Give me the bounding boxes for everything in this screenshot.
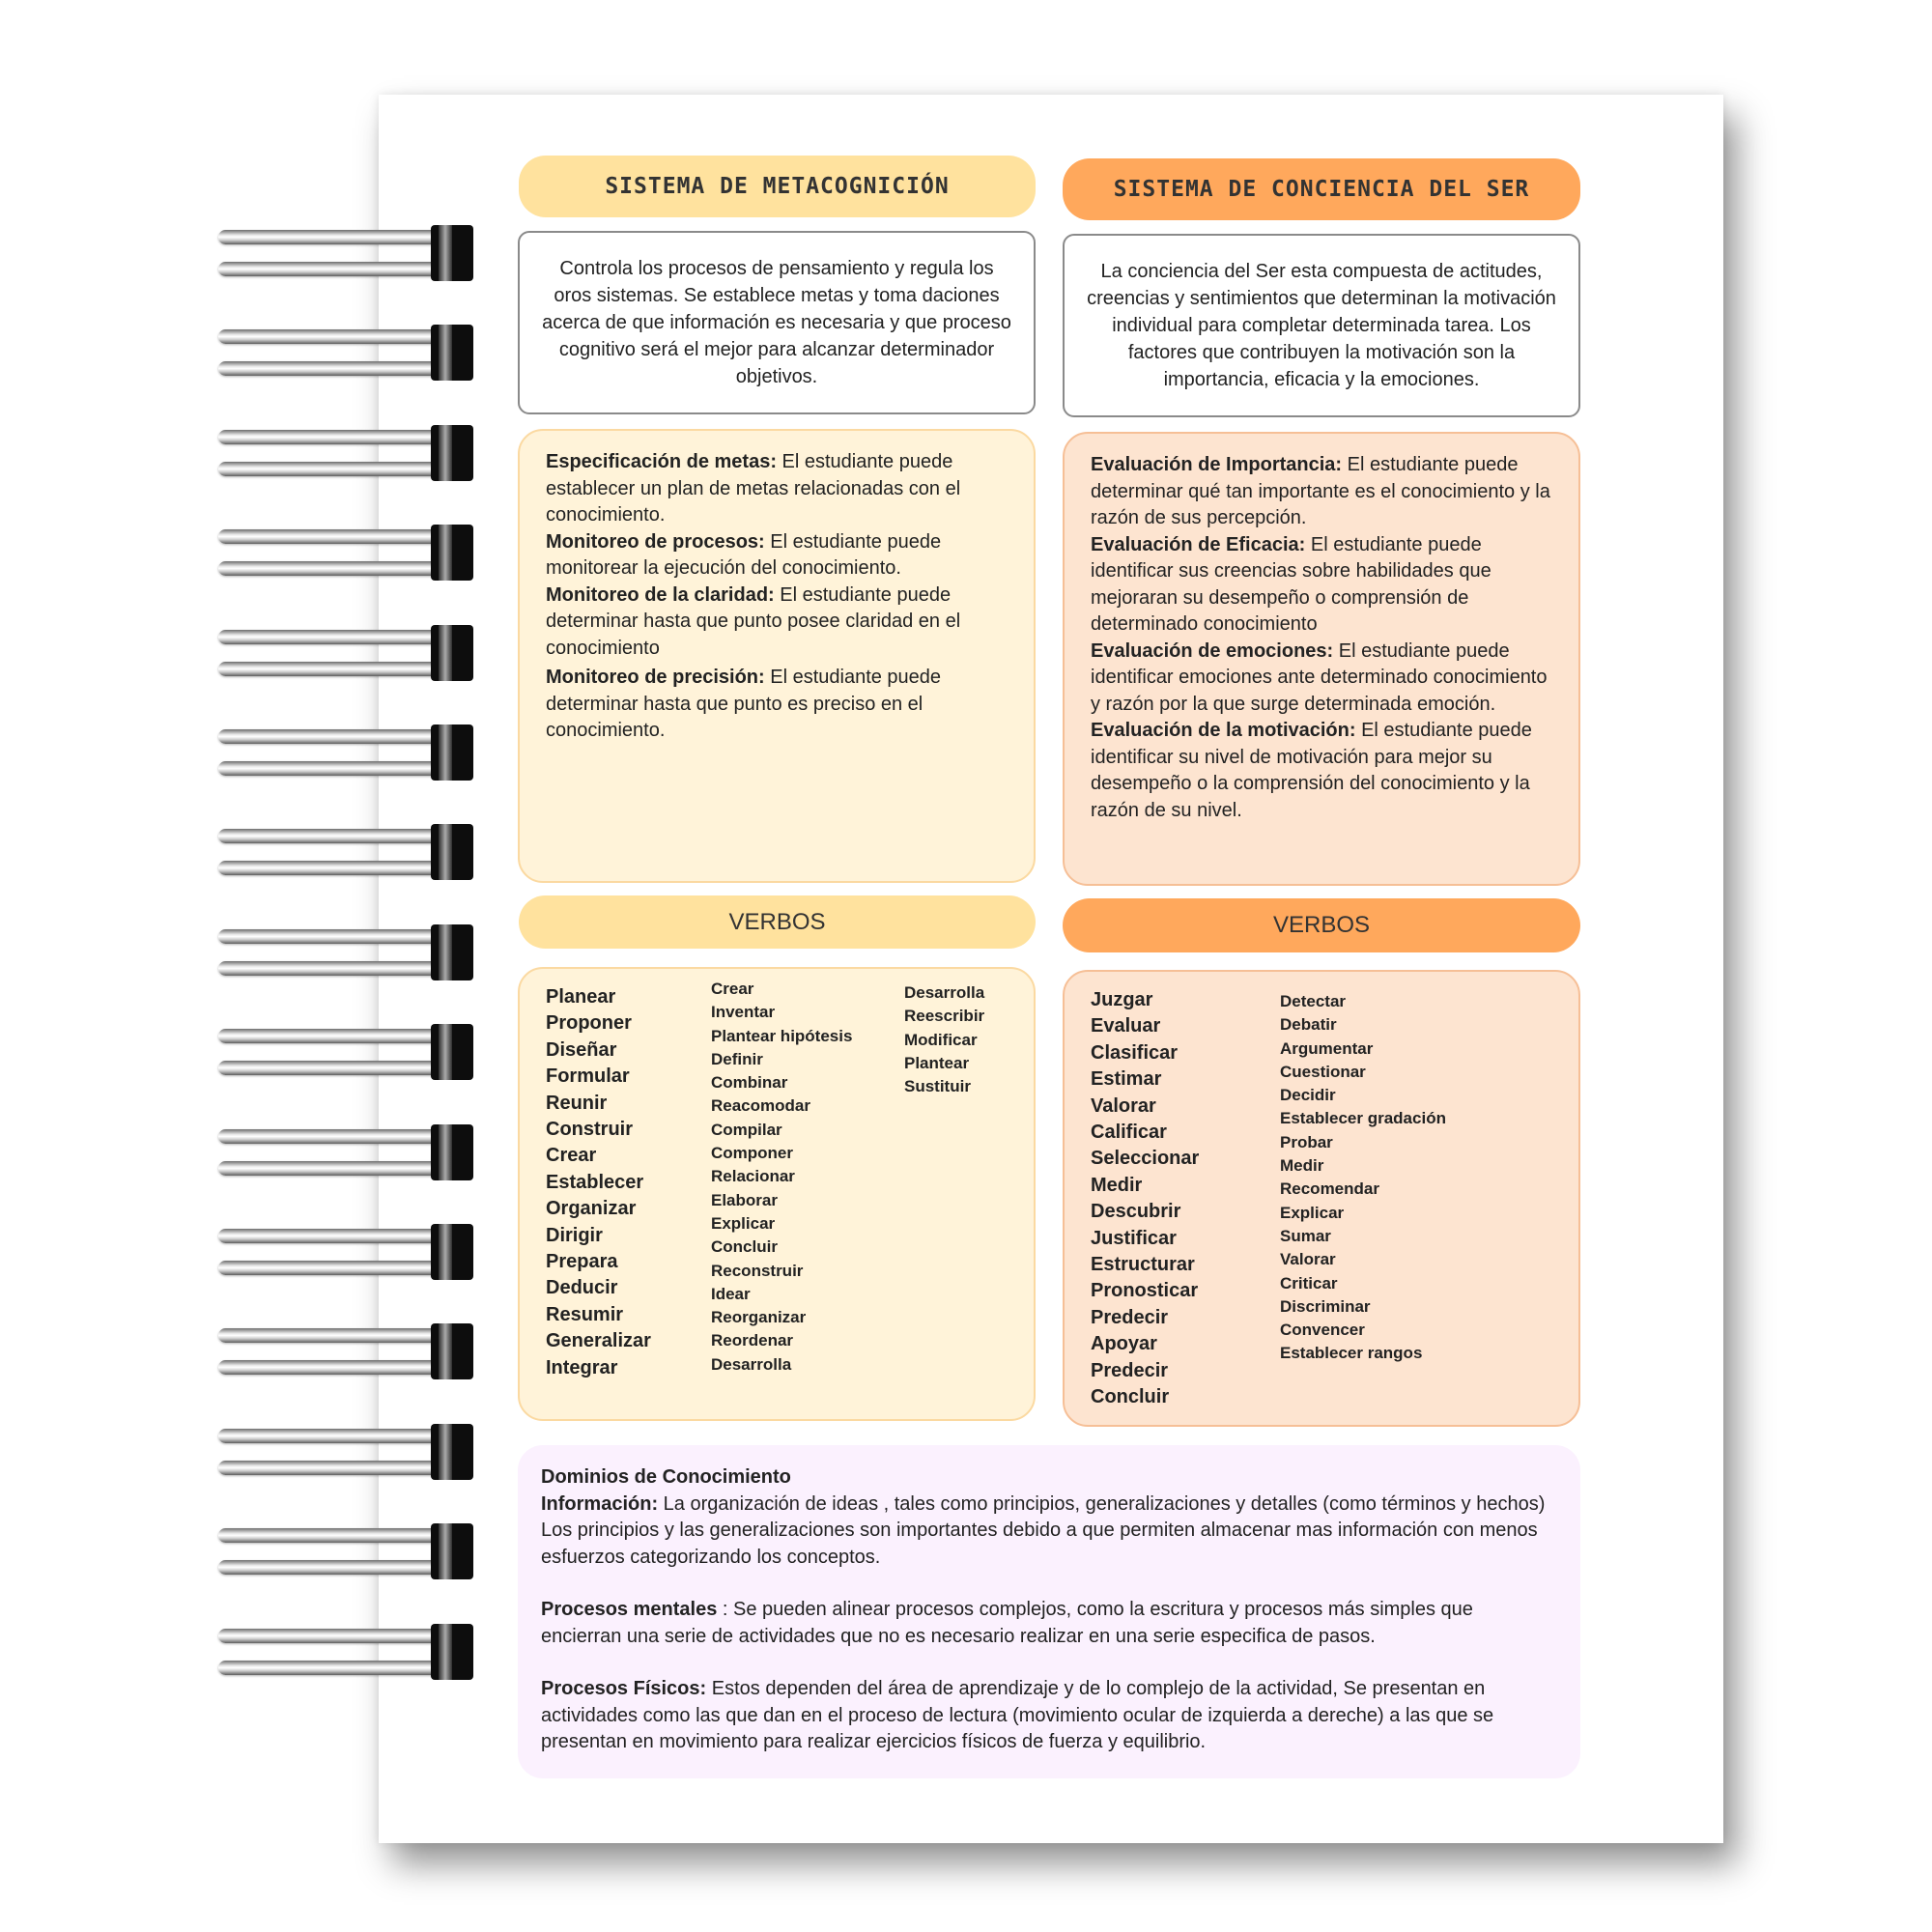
verb-item: Definir (711, 1049, 763, 1068)
self-system-description: La conciencia del Ser esta compuesta de actitudes, creencias y sentimientos que determinan la motivación individual para completar determinada tarea. Los factores que contribuyen la motivación son la importancia, eficacia y la emociones. (1063, 234, 1580, 417)
verb-item: Medir (1091, 1174, 1143, 1196)
verb-item: Estructurar (1091, 1254, 1195, 1276)
verb-item: Valorar (1280, 1250, 1336, 1269)
verb-item: Modificar (904, 1030, 978, 1049)
knowledge-domains-panel (518, 1445, 1580, 1778)
verb-item: Proponer (546, 1012, 632, 1035)
verb-item: Debatir (1280, 1015, 1337, 1035)
detail-item: Monitoreo de precisión: El estudiante puede determinar hasta que punto es preciso en el conocimiento. (546, 667, 942, 741)
metacognition-details-panel (518, 429, 1036, 883)
verb-item: Apoyar (1091, 1333, 1157, 1355)
verb-item: Discriminar (1280, 1296, 1371, 1316)
self-system-title: SISTEMA DE CONCIENCIA DEL SER (1063, 158, 1580, 220)
verb-item: Argumentar (1280, 1038, 1374, 1058)
verb-item: Predecir (1091, 1359, 1169, 1381)
verb-item: Predecir (1091, 1306, 1169, 1328)
verb-item: Descubrir (1091, 1201, 1181, 1223)
verb-item: Idear (711, 1284, 751, 1303)
domain-mental-processes: Procesos mentales : Se pueden alinear procesos complejos, como la escritura y procesos más simples que encierran una serie de actividades que no es necesario realizar en una serie especifica de pasos. (541, 1599, 1473, 1647)
verb-item: Decidir (1280, 1086, 1336, 1105)
verb-item: Deducir (546, 1277, 618, 1299)
verb-item: Detectar (1280, 992, 1347, 1010)
verb-item: Establecer (546, 1171, 644, 1193)
verb-item: Evaluar (1091, 1015, 1161, 1037)
verb-item: Crear (711, 980, 754, 998)
verb-item: Plantear (904, 1053, 970, 1072)
metacognition-verbs-panel (518, 967, 1036, 1421)
spiral-ring (218, 1124, 474, 1180)
verb-item: Diseñar (546, 1038, 617, 1061)
verb-item: Calificar (1091, 1122, 1167, 1144)
verb-item: Explicar (711, 1213, 776, 1233)
detail-item: Evaluación de Eficacia: El estudiante puede identificar sus creencias sobre habilidades que mejoraran su desempeño o comprensión de determinado conocimiento (1091, 533, 1492, 635)
spiral-ring (218, 425, 474, 481)
spiral-ring (218, 325, 474, 381)
detail-item: Monitoreo de procesos: El estudiante puede monitorear la ejecución del conocimiento. (546, 530, 942, 579)
verb-item: Cuestionar (1280, 1062, 1366, 1081)
verb-item: Recomendar (1280, 1179, 1379, 1199)
verb-item: Reordenar (711, 1331, 794, 1350)
self-system-verbs-panel (1063, 970, 1580, 1427)
spiral-ring (218, 525, 474, 581)
verb-item: Desarrolla (711, 1354, 792, 1374)
spiral-ring (218, 1323, 474, 1379)
spiral-ring (218, 225, 474, 281)
spiral-ring (218, 1523, 474, 1579)
verb-item: Probar (1280, 1132, 1333, 1151)
verb-item: Combinar (711, 1073, 788, 1093)
domain-information: Información: La organización de ideas , tales como principios, generalizaciones y detalles (como términos y hechos) Los principios y las generalizaciones son importantes debido a que permiten almacenar mas información con menos esfuerzos categorizando los conceptos. (541, 1492, 1546, 1568)
verb-item: Inventar (711, 1003, 776, 1022)
verb-item: Crear (546, 1145, 597, 1167)
verb-item: Sustituir (904, 1077, 971, 1096)
domain-physical-processes: Procesos Físicos: Estos dependen del área de aprendizaje y de lo complejo de la actividad, Se presentan en actividades como las que dan en el proceso de lectura (movimiento ocular de izquierda a dereche) a las que se presentan en movimiento para realizar ejercicios físicos de fuerza y equilibrio. (541, 1678, 1494, 1752)
detail-item: Evaluación de la motivación: El estudiante puede identificar su nivel de motivación para mejor su desempeño o la comprensión del conocimiento y la razón de su nivel. (1091, 720, 1532, 821)
verb-item: Resumir (546, 1303, 624, 1325)
verb-item: Establecer rangos (1280, 1344, 1423, 1363)
spiral-ring (218, 924, 474, 980)
verbs-column-1 (546, 984, 651, 1381)
verb-item: Clasificar (1091, 1041, 1179, 1064)
verb-item: Explicar (1280, 1203, 1345, 1222)
verb-item: Dirigir (546, 1224, 603, 1246)
spiral-ring (218, 724, 474, 781)
verb-item: Compilar (711, 1120, 782, 1139)
self-system-verbs-title: VERBOS (1063, 898, 1580, 952)
verb-item: Medir (1280, 1156, 1324, 1176)
verb-item: Plantear hipótesis (711, 1026, 853, 1045)
metacognition-description: Controla los procesos de pensamiento y regula los oros sistemas. Se establece metas y toma daciones acerca de que información es necesaria y que proceso cognitivo será el mejor para alcanzar determinador objetivos. (518, 231, 1036, 414)
verb-item: Convencer (1280, 1321, 1365, 1340)
detail-item: Especificación de metas: El estudiante puede establecer un plan de metas relacionadas con el conocimiento. (546, 451, 961, 526)
metacognition-title: SISTEMA DE METACOGNICIÓN (519, 156, 1036, 217)
verb-item: Reescribir (904, 1007, 985, 1026)
verb-item: Justificar (1091, 1227, 1177, 1249)
detail-item: Monitoreo de la claridad: El estudiante puede determinar hasta que punto posee claridad en el conocimiento (546, 583, 961, 659)
verb-item: Establecer gradación (1280, 1109, 1446, 1128)
spiral-ring (218, 1624, 474, 1680)
metacognition-verbs-title: VERBOS (519, 895, 1036, 949)
verbs-column-2 (1280, 990, 1446, 1366)
verb-item: Sumar (1280, 1226, 1331, 1245)
verb-item: Reorganizar (711, 1308, 807, 1327)
verb-item: Planear (546, 986, 616, 1008)
verb-item: Organizar (546, 1198, 637, 1220)
verb-item: Reconstruir (711, 1261, 804, 1280)
verb-item: Reacomodar (711, 1096, 810, 1116)
spiral-ring (218, 1024, 474, 1080)
domains-title: Dominios de Conocimiento (541, 1466, 791, 1488)
verb-item: Estimar (1091, 1068, 1162, 1091)
verb-item: Integrar (546, 1356, 618, 1378)
spiral-ring (218, 1424, 474, 1480)
verbs-column-1 (1091, 987, 1199, 1411)
verb-item: Pronosticar (1091, 1280, 1199, 1302)
verb-item: Reunir (546, 1092, 608, 1114)
spiral-ring (218, 824, 474, 880)
spiral-ring (218, 625, 474, 681)
verb-item: Concluir (1091, 1386, 1170, 1408)
detail-item: Evaluación de emociones: El estudiante puede identificar emociones ante determinado conocimiento y razón por la que surge determinada emoción. (1091, 639, 1548, 715)
verbs-column-3 (904, 981, 984, 1098)
verb-item: Formular (546, 1065, 630, 1088)
self-system-details-panel (1063, 432, 1580, 886)
spiral-ring (218, 1224, 474, 1280)
verb-item: Juzgar (1091, 989, 1153, 1010)
verb-item: Generalizar (546, 1330, 651, 1352)
verb-item: Desarrolla (904, 983, 985, 1002)
detail-item: Evaluación de Importancia: El estudiante puede determinar qué tan importante es el conocimiento y la razón de sus percepción. (1091, 454, 1550, 528)
verb-item: Construir (546, 1119, 633, 1141)
verb-item: Prepara (546, 1251, 618, 1273)
verb-item: Seleccionar (1091, 1148, 1200, 1170)
verbs-column-2 (711, 978, 852, 1377)
verb-item: Criticar (1280, 1273, 1338, 1293)
verb-item: Componer (711, 1144, 793, 1163)
verb-item: Valorar (1091, 1094, 1156, 1117)
verb-item: Relacionar (711, 1167, 795, 1186)
verb-item: Concluir (711, 1237, 778, 1257)
verb-item: Elaborar (711, 1190, 778, 1209)
